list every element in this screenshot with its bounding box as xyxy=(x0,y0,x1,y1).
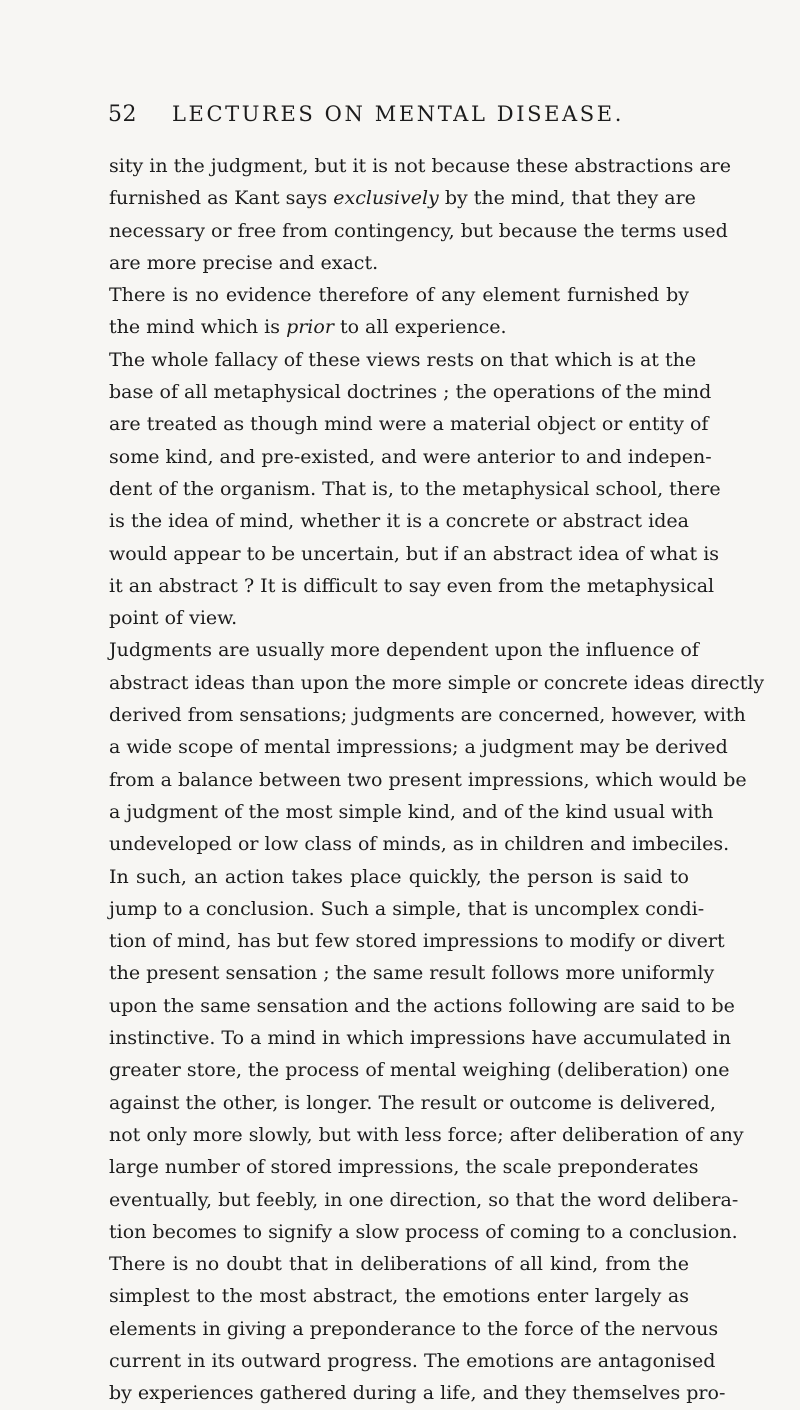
text-line: dent of the organism. That is, to the metaphysical school, there xyxy=(109,477,721,500)
text-line: are more precise and exact. xyxy=(109,251,379,274)
running-title: LECTURES ON MENTAL DISEASE. xyxy=(172,102,624,126)
text-line: it an abstract ? It is difficult to say even from the metaphysical xyxy=(109,574,715,597)
text-line: Judgments are usually more dependent upon the influence of xyxy=(109,639,699,662)
text-line: In such, an action takes place quickly, the person is said to xyxy=(109,865,689,888)
text-line: the mind which is prior to all experience. xyxy=(109,316,507,339)
text-line: elements in giving a preponderance to the force of the nervous xyxy=(109,1317,719,1340)
text-line: some kind, and pre-existed, and were anterior to and indepen- xyxy=(109,445,712,468)
text-line: base of all metaphysical doctrines ; the operations of the mind xyxy=(109,381,712,404)
text-line: is the idea of mind, whether it is a concrete or abstract idea xyxy=(109,510,689,533)
text-line: current in its outward progress. The emotions are antagonised xyxy=(109,1349,716,1372)
text-line: a wide scope of mental impressions; a judgment may be derived xyxy=(109,736,728,759)
text-line: undeveloped or low class of minds, as in children and imbeciles. xyxy=(109,833,730,856)
text-line: against the other, is longer. The result or outcome is delivered, xyxy=(109,1091,716,1114)
text-line: sity in the judgment, but it is not because these abstractions are xyxy=(109,155,732,177)
text-line: There is no evidence therefore of any element furnished by xyxy=(109,284,689,307)
text-line: upon the same sensation and the actions following are said to be xyxy=(109,994,735,1017)
text-line: derived from sensations; judgments are concerned, however, with xyxy=(109,704,746,727)
text-line: jump to a conclusion. Such a simple, that is uncomplex condi- xyxy=(109,897,705,920)
text-line: simplest to the most abstract, the emotions enter largely as xyxy=(109,1285,689,1308)
text-line: instinctive. To a mind in which impressions have accumulated in xyxy=(109,1027,731,1050)
text-line: are treated as though mind were a material object or entity of xyxy=(109,413,709,436)
body-text xyxy=(109,150,765,1410)
text-line: would appear to be uncertain, but if an abstract idea of what is xyxy=(109,542,720,565)
text-line: necessary or free from contingency, but because the terms used xyxy=(109,219,728,242)
text-line: the present sensation ; the same result follows more uniformly xyxy=(109,962,715,985)
emphasis: prior xyxy=(286,316,334,339)
text-line: eventually, but feebly, in one direction, so that the word delibera- xyxy=(109,1188,739,1211)
text-line: a judgment of the most simple kind, and of the kind usual with xyxy=(109,800,714,823)
text-line: furnished as Kant says exclusively by the mind, that they are xyxy=(109,187,696,210)
text-line: large number of stored impressions, the scale preponderates xyxy=(109,1156,699,1179)
text-line: not only more slowly, but with less force; after deliberation of any xyxy=(109,1123,744,1146)
page-header xyxy=(108,102,688,132)
text-line: The whole fallacy of these views rests on that which is at the xyxy=(109,348,697,371)
emphasis: exclusively xyxy=(333,187,439,210)
text-line: tion becomes to signify a slow process of coming to a conclusion. xyxy=(109,1220,738,1243)
text-line: abstract ideas than upon the more simple or concrete ideas directly xyxy=(109,671,765,694)
text-line: There is no doubt that in deliberations of all kind, from the xyxy=(109,1253,689,1276)
text-line: tion of mind, has but few stored impressions to modify or divert xyxy=(109,930,725,953)
page-number: 52 xyxy=(108,102,137,127)
text-line: point of view. xyxy=(109,607,238,630)
text-line: greater store, the process of mental weighing (deliberation) one xyxy=(109,1059,730,1082)
text-line: by experiences gathered during a life, and they themselves pro- xyxy=(109,1382,726,1405)
text-line: from a balance between two present impressions, which would be xyxy=(109,768,747,791)
